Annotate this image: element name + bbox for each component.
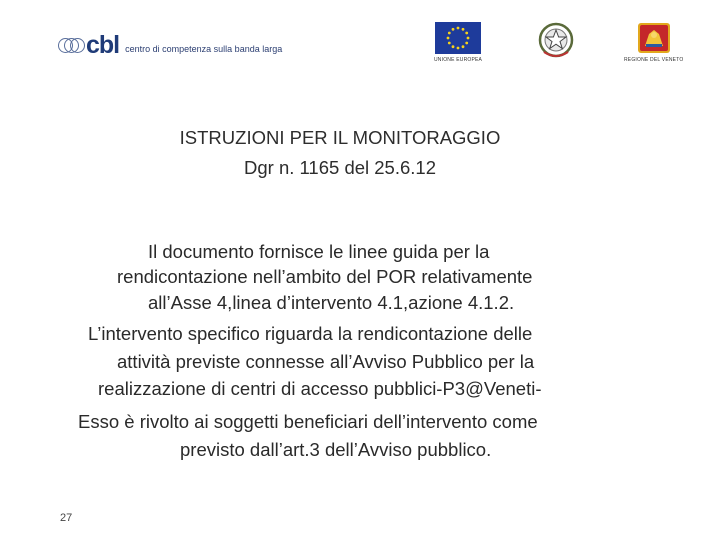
- italy-emblem: [536, 20, 576, 60]
- eu-flag-icon: [435, 22, 481, 54]
- cbl-logo-tagline: centro di competenza sulla banda larga: [125, 43, 283, 54]
- body-line: Il documento fornisce le linee guida per la: [148, 241, 490, 262]
- body-line: L’intervento specifico riguarda la rendicontazione delle: [88, 323, 533, 344]
- body-line: realizzazione di centri di accesso pubblici-P3@Veneti-: [98, 378, 542, 399]
- body-line: attività previste connesse all’Avviso Pubblico per la: [117, 351, 535, 372]
- page-number: 27: [60, 512, 73, 524]
- veneto-caption: REGIONE DEL VENETO: [624, 57, 684, 63]
- body-line: Esso è rivolto ai soggetti beneficiari dell’intervento come: [78, 411, 538, 432]
- eu-caption: UNIONE EUROPEA: [434, 57, 483, 63]
- page-title: ISTRUZIONI PER IL MONITORAGGIO: [179, 127, 501, 148]
- cbl-logo: [58, 30, 282, 60]
- body-line: previsto dall’art.3 dell’Avviso pubblico.: [180, 439, 492, 460]
- body-line: all’Asse 4,linea d’intervento 4.1,azione 4.1.2.: [148, 292, 515, 313]
- body-line: rendicontazione nell’ambito del POR relativamente: [117, 266, 533, 287]
- eu-emblem: [434, 22, 482, 63]
- cbl-logo-word: cbl: [86, 30, 120, 59]
- veneto-lion-icon: [637, 22, 671, 54]
- header: [0, 0, 720, 80]
- cbl-rings-icon: [58, 34, 88, 56]
- veneto-emblem: [624, 22, 683, 63]
- page-subtitle: Dgr n. 1165 del 25.6.12: [244, 157, 436, 178]
- italian-republic-emblem-icon: [536, 20, 576, 60]
